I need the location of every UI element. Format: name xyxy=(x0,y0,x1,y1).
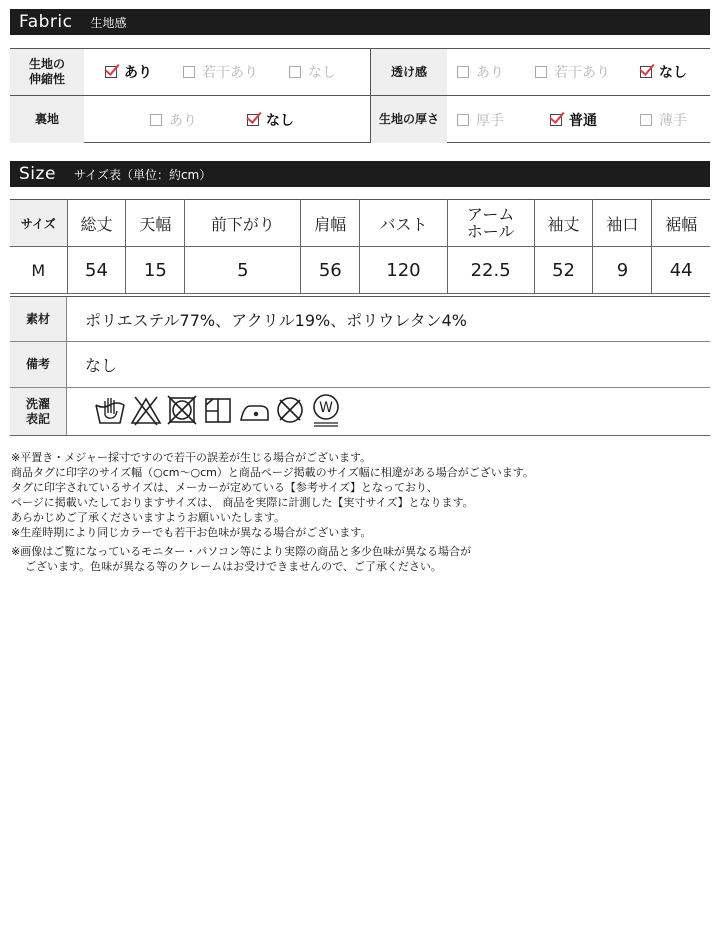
option-label: 厚手 xyxy=(476,112,504,129)
lining-label xyxy=(10,96,84,143)
lining-option-no xyxy=(247,96,294,143)
size-header-cell: バスト xyxy=(360,200,447,247)
notes-row xyxy=(10,342,710,388)
footnote: ※生産時期により同じカラーでも若干お色味が異なる場合がございます。 xyxy=(11,526,372,539)
footnote: あらかじめご了承くださいますようお願いいたします。 xyxy=(11,511,286,524)
footnote: ございます。色味が異なる等のクレームはお受けできませんので、ご了承ください。 xyxy=(25,560,442,573)
size-header-cell: 肩幅 xyxy=(301,200,360,247)
armhole-line2: ホール xyxy=(466,222,515,241)
fabric-title-jp: 生地感 xyxy=(90,15,127,30)
fabric-section-header xyxy=(10,9,710,35)
checkbox-empty-icon xyxy=(289,66,301,78)
notes-label: 備考 xyxy=(10,342,67,387)
size-title-jp: サイズ表（単位：約cm） xyxy=(73,167,212,182)
no-tumble-dry-icon xyxy=(166,393,198,427)
care-label-line1: 洗濯 xyxy=(25,396,50,411)
option-label: あり xyxy=(169,112,197,129)
size-header-cell: 天幅 xyxy=(126,200,185,247)
thickness-option-thick xyxy=(457,96,504,143)
fabric-table xyxy=(10,48,710,143)
lining-option-yes xyxy=(150,96,197,143)
option-label: なし xyxy=(266,112,294,129)
fabric-title-en: Fabric xyxy=(19,12,73,32)
option-label: なし xyxy=(659,65,687,81)
size-value-cell: 15 xyxy=(126,247,185,294)
fabric-row xyxy=(10,49,710,96)
line-dry-shade-icon xyxy=(202,393,234,427)
sheerness-label xyxy=(370,49,447,95)
option-label: 薄手 xyxy=(659,112,687,129)
size-header-cell: サイズ xyxy=(10,200,67,247)
footnote: ページに掲載いたしておりますサイズは、 商品を実際に計測した【実寸サイズ】となります。 xyxy=(11,496,474,509)
checkbox-checked-icon xyxy=(550,114,562,126)
size-header-cell: 前下がり xyxy=(185,200,301,247)
fabric-row xyxy=(10,96,710,143)
checkbox-empty-icon xyxy=(535,66,547,78)
checkbox-empty-icon xyxy=(457,66,469,78)
size-header-row xyxy=(10,200,710,247)
footnote: ※平置き・メジャー採寸ですので若干の誤差が生じる場合がございます。 xyxy=(11,451,372,464)
thickness-label xyxy=(370,96,447,143)
size-header-cell: 袖口 xyxy=(593,200,652,247)
checkbox-checked-icon xyxy=(640,66,652,78)
size-header-cell: 裾幅 xyxy=(652,200,710,247)
checkbox-empty-icon xyxy=(457,114,469,126)
care-label xyxy=(10,388,67,435)
material-label: 素材 xyxy=(10,297,67,341)
stretch-label-line2: 伸縮性 xyxy=(28,72,65,86)
stretch-option-no xyxy=(289,49,336,95)
lining-label-text: 裏地 xyxy=(34,112,59,126)
wet-clean-letter: W xyxy=(319,400,333,416)
option-label: 普通 xyxy=(569,112,597,129)
iron-low-icon xyxy=(238,393,270,427)
size-value-cell: 120 xyxy=(360,247,447,294)
size-table xyxy=(10,199,710,294)
sheerness-label-text: 透け感 xyxy=(390,64,427,79)
care-label-line2: 表記 xyxy=(25,411,50,426)
size-value-cell: 5 xyxy=(185,247,301,294)
checkbox-checked-icon xyxy=(247,114,259,126)
footnote: ※画像はご覧になっているモニター・パソコン等により実際の商品と多少色味が異なる場合が xyxy=(11,545,471,558)
no-dry-clean-icon xyxy=(274,393,306,427)
option-label: 若干あり xyxy=(202,65,258,81)
size-value-row xyxy=(10,247,710,294)
size-value-cell: 54 xyxy=(67,247,126,294)
armhole-line1: アーム xyxy=(466,205,515,224)
option-label: あり xyxy=(476,65,504,81)
stretch-label-line1: 生地の xyxy=(28,57,65,71)
material-row xyxy=(10,296,710,342)
stretch-option-yes xyxy=(105,49,152,95)
footnotes xyxy=(11,450,711,574)
footnote: 商品タグに印字のサイズ幅（○cm〜○cm）と商品ページ掲載のサイズ幅に相違がある場合がございます。 xyxy=(11,466,534,479)
size-title-en: Size xyxy=(19,164,56,184)
checkbox-empty-icon xyxy=(150,114,162,126)
size-value-cell: M xyxy=(10,247,67,294)
checkbox-checked-icon xyxy=(105,66,117,78)
checkbox-empty-icon xyxy=(640,114,652,126)
size-header-cell: 総丈 xyxy=(67,200,126,247)
option-label: なし xyxy=(308,65,336,81)
option-label: あり xyxy=(124,65,152,81)
size-value-cell: 52 xyxy=(534,247,593,294)
sheerness-option-yes xyxy=(457,49,504,95)
size-value-cell: 56 xyxy=(301,247,360,294)
sheerness-option-no xyxy=(640,49,687,95)
sheerness-option-slight xyxy=(535,49,610,95)
material-value: ポリエステル77%、アクリル19%、ポリウレタン4% xyxy=(85,310,467,330)
size-value-cell: 9 xyxy=(593,247,652,294)
hand-wash-icon xyxy=(94,393,126,427)
stretch-label xyxy=(10,49,84,95)
size-value-cell: 22.5 xyxy=(447,247,534,294)
checkbox-empty-icon xyxy=(183,66,195,78)
footnote: タグに印字されているサイズは、メーカーが定めている【参考サイズ】となっており、 xyxy=(11,481,439,494)
care-icons xyxy=(94,393,342,427)
size-value-cell: 44 xyxy=(652,247,710,294)
care-row xyxy=(10,388,710,436)
option-label: 若干あり xyxy=(554,65,610,81)
thickness-label-text: 生地の厚さ xyxy=(378,112,439,126)
stretch-option-slight xyxy=(183,49,258,95)
thickness-option-thin xyxy=(640,96,687,143)
notes-value: なし xyxy=(85,356,118,375)
size-header-cell xyxy=(447,200,534,247)
no-bleach-icon xyxy=(130,393,162,427)
size-section-header xyxy=(10,161,710,187)
wet-clean-icon xyxy=(310,393,342,427)
thickness-option-normal xyxy=(550,96,597,143)
size-header-cell: 袖丈 xyxy=(534,200,593,247)
